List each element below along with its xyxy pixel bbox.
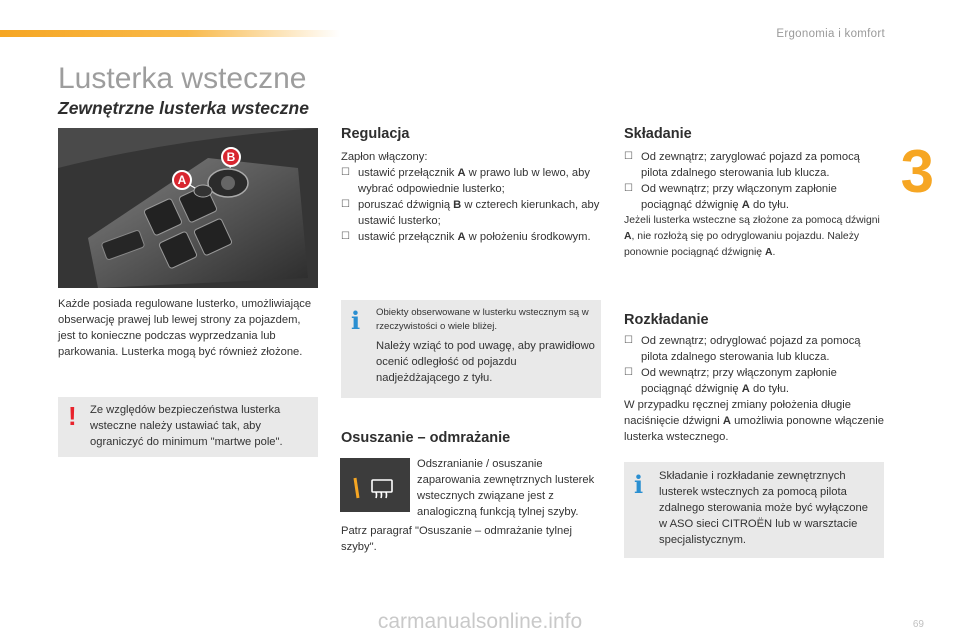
- top-accent-bar: [0, 30, 340, 37]
- warning-text: Ze względów bezpieczeństwa lusterka wsteczne należy ustawiać tak, aby ograniczyć do minimum "martwe pole".: [90, 404, 283, 448]
- page-title: Lusterka wsteczne: [58, 62, 307, 95]
- list-item: ☐ ustawić przełącznik A w położeniu środkowym.: [341, 229, 603, 245]
- heading-skladanie: Składanie: [624, 126, 692, 142]
- list-item: ☐ poruszać dźwignią B w czterech kierunkach, aby ustawić lusterko;: [341, 197, 603, 229]
- osuszanie-text: Odszranianie / osuszanie zaparowania zewnętrznych lusterek wstecznych związane jest z analogiczną funkcją tylnej szyby.: [417, 458, 595, 518]
- chapter-number: 3: [900, 138, 934, 205]
- info-citroen-text: Składanie i rozkładanie zewnętrznych lusterek wstecznych za pomocą pilota zdalnego sterowania może być wyłączone w ASO sieci CITROËN lub w warsztacie specjalistycznym.: [659, 470, 868, 546]
- info-small-text: Obiekty obserwowane w lusterku wstecznym są w rzeczywistości o wiele bliżej.: [376, 307, 589, 332]
- skladanie-block: [624, 149, 886, 261]
- warning-exclamation-icon: !: [68, 401, 77, 431]
- list-item: ☐ Od wewnątrz; przy włączonym zapłonie pociągnąć dźwignię A do tyłu.: [624, 365, 886, 397]
- info-icon: i: [634, 470, 644, 499]
- page-number: 69: [912, 619, 924, 630]
- heading-regulacja: Regulacja: [341, 126, 410, 142]
- list-item: ☐ ustawić przełącznik A w prawo lub w lewo, aby wybrać odpowiednie lusterko;: [341, 165, 603, 197]
- callout-label-b: B: [221, 147, 241, 167]
- list-item: ☐ Od wewnątrz; przy włączonym zapłonie pociągnąć dźwignię A do tyłu.: [624, 181, 886, 213]
- section-header: Ergonomia i komfort: [776, 28, 885, 40]
- osuszanie-ref: Patrz paragraf "Osuszanie – odmrażanie tylnej szyby".: [341, 525, 572, 553]
- callout-label-a: A: [172, 170, 192, 190]
- regulacja-block: [341, 149, 603, 245]
- regulacja-list: [341, 165, 603, 245]
- skladanie-note: Jeżeli lusterka wsteczne są złożone za pomocą dźwigni A, nie rozłożą się po odryglowaniu pojazdu. Należy ponownie pociągnąć dźwignię A.: [624, 215, 880, 258]
- regulacja-intro: Zapłon włączony:: [341, 151, 428, 163]
- defrost-button-photo: [340, 458, 410, 512]
- door-controls-photo: [58, 128, 318, 288]
- skladanie-list: [624, 149, 886, 213]
- info-text: Należy wziąć to pod uwagę, aby prawidłowo ocenić odległość od pojazdu nadjeżdżającego z tyłu.: [376, 340, 595, 384]
- list-item: ☐ Od zewnątrz; zaryglować pojazd za pomocą pilota zdalnego sterowania lub klucza.: [624, 149, 886, 181]
- info-box-objects: [341, 300, 601, 398]
- rozkladanie-block: [624, 333, 886, 445]
- warning-box: [58, 397, 318, 457]
- rozkladanie-list: [624, 333, 886, 397]
- heading-osuszanie: Osuszanie – odmrażanie: [341, 430, 511, 446]
- info-box-citroen: [624, 462, 884, 558]
- page-subtitle: Zewnętrzne lusterka wsteczne: [58, 98, 309, 118]
- rozkladanie-note: W przypadku ręcznej zmiany położenia długie naciśnięcie dźwigni A umożliwia ponowne włączenie lusterka wstecznego.: [624, 399, 884, 443]
- list-item: ☐ Od zewnątrz; odryglować pojazd za pomocą pilota zdalnego sterowania lub klucza.: [624, 333, 886, 365]
- heading-rozkladanie: Rozkładanie: [624, 312, 709, 328]
- door-controls-illustration: [58, 128, 318, 288]
- footer-watermark: carmanualsonline.info: [377, 610, 583, 633]
- intro-paragraph: Każde posiada regulowane lusterko, umożliwiające obserwację prawej lub lewej strony za pojazdem, jest to konieczne podczas wyprzedzania lub parkowania. Lusterka mogą być również złożone.: [58, 298, 312, 358]
- info-icon: i: [351, 306, 361, 335]
